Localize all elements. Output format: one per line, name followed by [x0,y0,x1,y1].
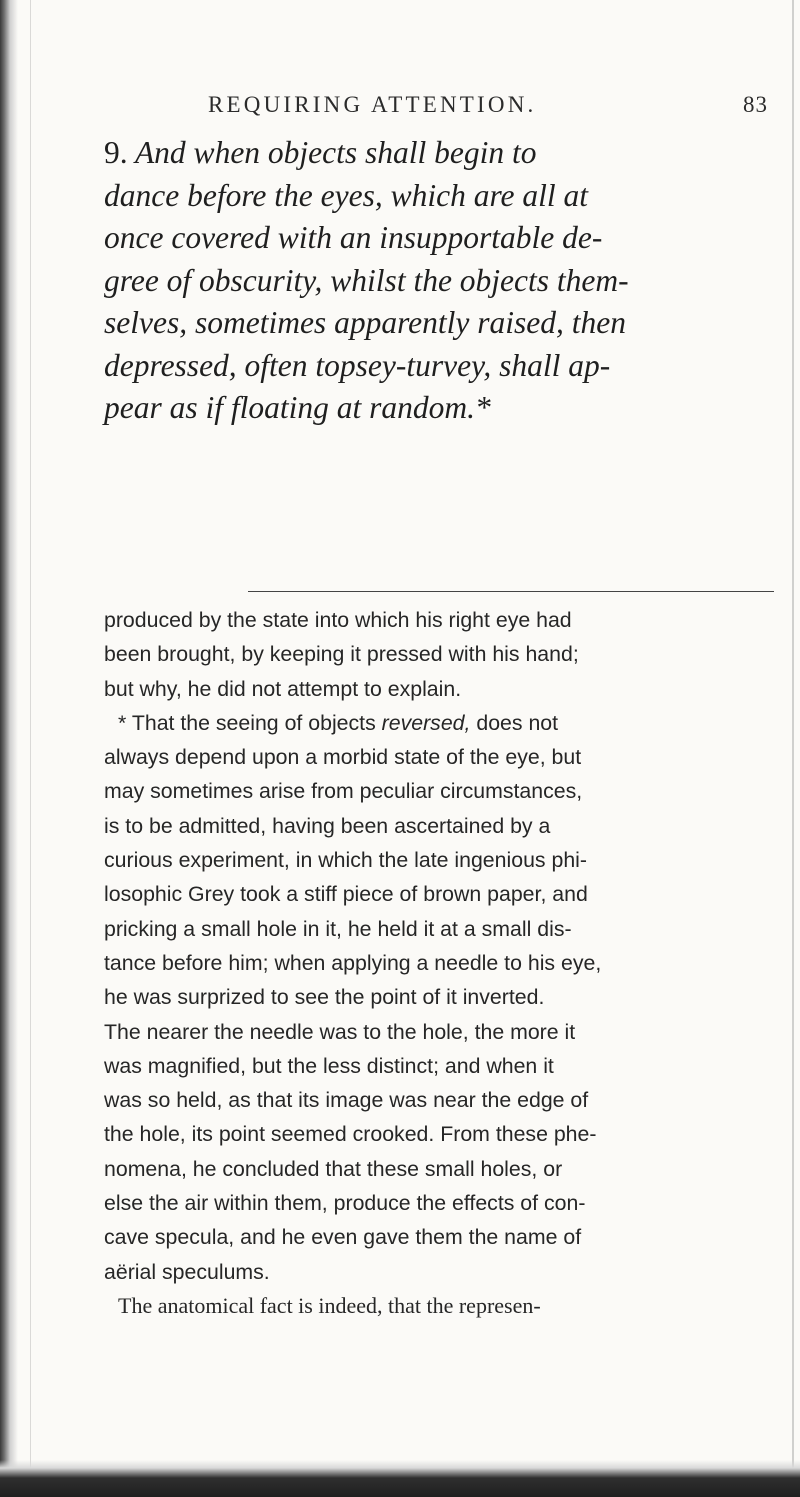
footnote-line: The anatomical fact is indeed, that the represen- [118,1292,541,1318]
footnote-line: been brought, by keeping it pressed with his hand; [104,642,579,667]
footnote-line: cave specula, and he even gave them the name of [104,1225,582,1250]
footnote-rule [248,591,774,592]
footnote-line: The nearer the needle was to the hole, the more it [104,1019,576,1044]
footnote-line: losophic Grey took a stiff piece of brown paper, and [104,882,588,907]
footnote-line: but why, he did not attempt to explain. [104,676,462,701]
footnote-line: nomena, he concluded that these small holes, or [104,1156,563,1181]
verse-line: selves, sometimes apparently raised, then [104,305,626,340]
footnote-line: is to be admitted, having been ascertained by a [104,813,551,838]
footnote-marker: * [118,710,127,735]
footnote-line: curious experiment, in which the late ingenious phi- [104,848,587,873]
footnote-line: tance before him; when applying a needle to his eye, [104,950,602,975]
footnote-line: may sometimes arise from peculiar circumstances, [104,779,583,804]
footnote-line: the hole, its point seemed crooked. From these phe- [104,1122,597,1147]
footnote-line: aërial speculums. [104,1259,270,1284]
page-number: 83 [743,92,768,117]
footnote-line: pricking a small hole in it, he held it at a small dis- [104,916,572,941]
footnote-line: produced by the state into which his right eye had [104,608,572,632]
footnote-line: was so held, as that its image was near the edge of [104,1088,589,1113]
page-edge-line [792,0,794,1497]
verse-line: gree of obscurity, whilst the objects them- [104,262,629,298]
verse-block [104,132,780,430]
verse-line: 9. And when objects shall begin to [104,135,537,170]
verse-line: pear as if floating at random.* [104,390,491,425]
running-head-title: REQUIRING ATTENTION. [208,92,537,117]
verse-line: depressed, often topsey-turvey, shall ap- [104,347,611,383]
footnote-line: was magnified, but the less distinct; and when it [104,1053,554,1078]
verse-line: dance before the eyes, which are all at [104,177,589,213]
binding-shadow [0,0,18,1497]
running-head [208,92,768,118]
footnote-line: he was surprized to see the point of it inverted. [104,985,545,1010]
gutter-line [30,0,31,1497]
page-bottom-shadow [0,1460,800,1497]
footnote-line: always depend upon a morbid state of the eye, but [104,745,582,770]
verse-number: 9. [104,135,128,170]
footnote-line: else the air within them, produce the effects of con- [104,1191,586,1216]
verse-line: once covered with an insupportable de- [104,220,603,255]
footnote-block [104,603,784,1323]
footnote-line: * That the seeing of objects reversed, does not [118,710,559,735]
